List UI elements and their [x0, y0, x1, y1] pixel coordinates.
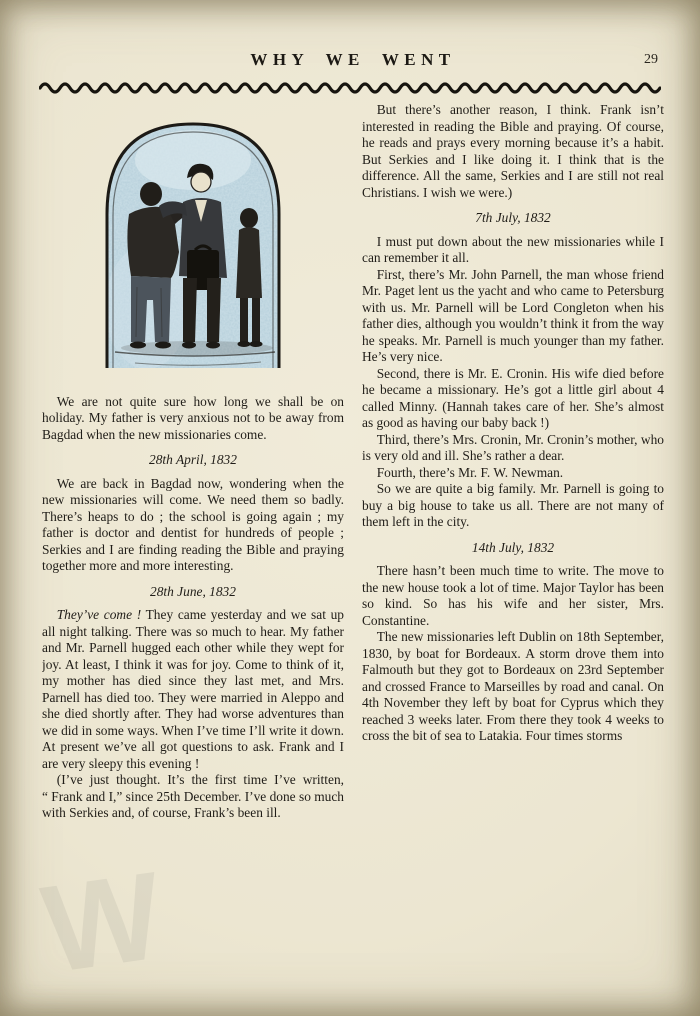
- paragraph: I must put down about the new missionaries while I can remember it all.: [362, 233, 664, 265]
- paragraph: Third, there’s Mrs. Cronin, Mr. Cronin’s mother, who is very old and ill. She’s rather a dear.: [362, 431, 664, 463]
- illustration-archway-embrace: [75, 102, 311, 385]
- paragraph: So we are quite a big family. Mr. Parnell is going to buy a big house to take us all. There are not many of them left in the city.: [362, 481, 664, 529]
- date-heading: 28th June, 1832: [150, 583, 236, 599]
- date-heading: 14th July, 1832: [471, 539, 555, 555]
- paragraph: But there’s another reason, I think. Frank isn’t interested in reading the Bible and praying. Of course, he reads and prays every morning because it’s a habit. But Serkies and I like doing it. I think that is the difference. All the same, Serkies and I are still not real Christians. I wish we were.): [362, 102, 664, 200]
- left-column-text: [42, 394, 344, 822]
- decorative-wave-rule: [39, 80, 661, 96]
- paragraph: The new missionaries left Dublin on 18th September, 1830, by boat for Bordeaux. A storm drove them into Falmouth but they got to Bordeaux on 23rd September and crossed France to Marseilles by road and canal. On 4th November they left by boat for Cyprus which they reached 3 weeks later. From there they took 4 weeks to cross the bit of sea to Latakia. Four times storms: [362, 629, 664, 743]
- page-header: [42, 50, 664, 76]
- scan-watermark-letter: W: [34, 846, 171, 1000]
- running-title: WHY WE WENT: [250, 50, 456, 69]
- paragraph: We are back in Bagdad now, wondering when the new missionaries will come. We need them so badly. There’s heaps to do ; the school is going again ; my father is doctor and dentist for hundreds of people ; Serkies and I are finding reading the Bible and praying together more and more interesting.: [42, 475, 344, 573]
- page-number: 29: [644, 52, 658, 67]
- paragraph: There hasn’t been much time to write. The move to the new house took a lot of time. Major Taylor has been so kind. So has his wife and her sister, Mrs. Constantine.: [362, 563, 664, 628]
- paragraph: Fourth, there’s Mr. F. W. Newman.: [376, 464, 564, 480]
- text-columns: [42, 102, 664, 996]
- paragraph: Second, there is Mr. E. Cronin. His wife died before he became a missionary. He’s got a little girl about 4 called Minny. (Hannah takes care of her. She’s almost as good as having our baby back !): [362, 365, 664, 430]
- paragraph: They’ve come ! They came yesterday and we sat up all night talking. There was so much to hear. My father and Mr. Parnell hugged each other while they wept for joy. At least, I think it was for joy. Come to think of it, my mother has died since they last met, and Mrs. Parnell has died too. They were married in Aleppo and she died shortly after. They had worse adventures than we did in some ways. When I’ve time I’ll write it down. At present we’ve all got questions to ask. Frank and I are very sleepy this evening !: [42, 607, 344, 771]
- right-column: [362, 102, 664, 996]
- paragraph: First, there’s Mr. John Parnell, the man whose friend Mr. Paget lent us the yacht and who came to Petersburg with us. Mr. Parnell will be Lord Congleton when his father dies, although you wouldn’t think it from the way he speaks. Mr. Parnell is much younger than my father. He’s very nice.: [362, 266, 664, 364]
- paragraph: We are not quite sure how long we shall be on holiday. My father is very anxious not to be away from Bagdad when the new missionaries come.: [42, 393, 344, 442]
- paragraph: (I’ve just thought. It’s the first time I’ve written, “ Frank and I,” since 25th December. I’ve done so much with Serkies and, of course, Frank’s been ill.: [42, 772, 344, 820]
- date-heading: 28th April, 1832: [149, 452, 237, 467]
- date-heading: 7th July, 1832: [475, 210, 551, 225]
- left-column: [42, 102, 344, 996]
